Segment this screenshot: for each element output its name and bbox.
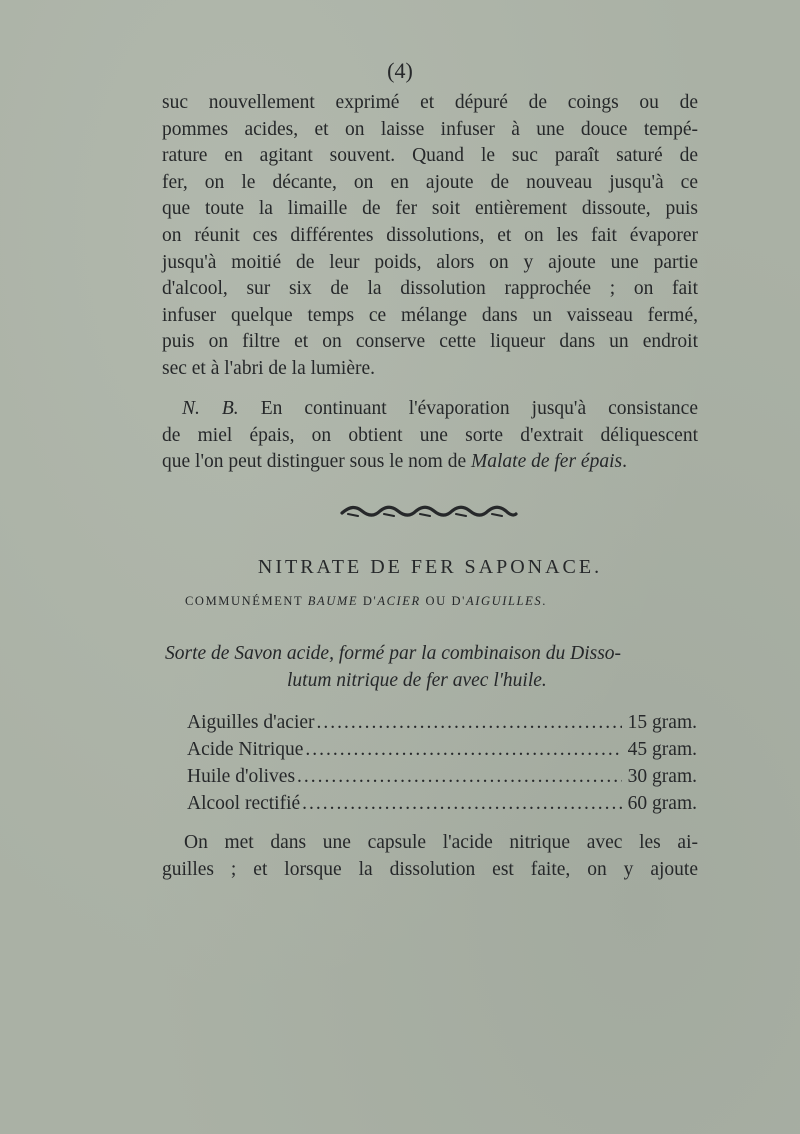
text-line: infuser quelque temps ce mélange dans un vaisseau fermé,: [162, 304, 698, 326]
ingredient-row: [187, 712, 697, 739]
ingredient-quantity: 15 gram.: [627, 712, 697, 733]
description-line: lutum nitrique de fer avec l'huile.: [287, 670, 547, 691]
text-line: guilles ; et lorsque la dissolution est faite, on y ajoute: [162, 858, 698, 880]
ingredient-name: Aiguilles d'acier: [187, 712, 315, 733]
dot-leader: [317, 712, 622, 734]
note-text: En continuant l'évaporation jusqu'à consistance: [238, 398, 698, 419]
subtitle-text: D': [358, 594, 378, 608]
ingredient-row: [187, 793, 697, 820]
section-title: NITRATE DE FER SAPONACE.: [257, 556, 603, 578]
text-line: jusqu'à moitié de leur poids, alors on y ajoute une partie: [162, 251, 698, 273]
text-line: on réunit ces différentes dissolutions, et on les fait évaporer: [162, 224, 698, 246]
note-label: N. B.: [182, 398, 239, 419]
subtitle-text: .: [542, 594, 547, 608]
ingredient-quantity: 60 gram.: [627, 793, 697, 814]
text-line: rature en agitant souvent. Quand le suc paraît saturé de: [162, 145, 698, 167]
ingredient-row: [187, 766, 697, 793]
ingredient-quantity: 45 gram.: [627, 739, 697, 760]
text-line-content: On met dans une capsule l'acide nitrique avec les ai-: [184, 832, 698, 853]
text-line: puis on filtre et on conserve cette liqueur dans un endroit: [162, 331, 698, 353]
text-line: fer, on le décante, on en ajoute de nouveau jusqu'à ce: [162, 171, 698, 193]
page-number: (4): [387, 58, 413, 83]
note-text: que l'on peut distinguer sous le nom de: [162, 451, 471, 473]
section-subtitle: [185, 594, 547, 609]
note-line-2: de miel épais, on obtient une sorte d'extrait déliquescent: [162, 424, 698, 446]
ornament-divider-icon: [340, 503, 518, 523]
paragraph-3: [162, 830, 698, 883]
section-description: [165, 640, 700, 694]
text-line: sec et à l'abri de la lumière.: [162, 357, 376, 379]
note-paragraph: [162, 396, 698, 476]
dot-leader: [302, 793, 622, 815]
ingredient-row: [187, 739, 697, 766]
ingredient-name: Acide Nitrique: [187, 739, 304, 760]
ingredient-name: Huile d'olives: [187, 766, 296, 787]
paragraph-1: [162, 90, 698, 383]
text-line: d'alcool, sur six de la dissolution rapprochée ; on fait: [162, 278, 698, 300]
note-line-3: [162, 449, 698, 476]
text-line: suc nouvellement exprimé et dépuré de coings ou de: [162, 92, 698, 113]
text-line: que toute la limaille de fer soit entièrement dissoute, puis: [162, 198, 698, 220]
note-line-1: [162, 396, 698, 423]
ingredient-list: [187, 712, 697, 820]
subtitle-term: BAUME: [307, 594, 359, 608]
note-term: Malate de fer épais: [470, 451, 623, 473]
description-line: Sorte de Savon acide, formé par la combinaison du Disso-: [165, 643, 622, 664]
subtitle-text: OU D': [420, 594, 466, 608]
subtitle-term: AIGUILLES: [465, 594, 543, 608]
text-line: [162, 830, 698, 857]
ingredient-name: Alcool rectifié: [187, 793, 301, 814]
dot-leader: [297, 766, 622, 788]
ingredient-quantity: 30 gram.: [627, 766, 697, 787]
subtitle-term: ACIER: [377, 594, 421, 608]
note-text: .: [622, 451, 627, 473]
text-line: pommes acides, et on laisse infuser à une douce tempé-: [162, 118, 698, 140]
subtitle-text: COMMUNÉMENT: [185, 594, 308, 608]
dot-leader: [305, 739, 621, 761]
